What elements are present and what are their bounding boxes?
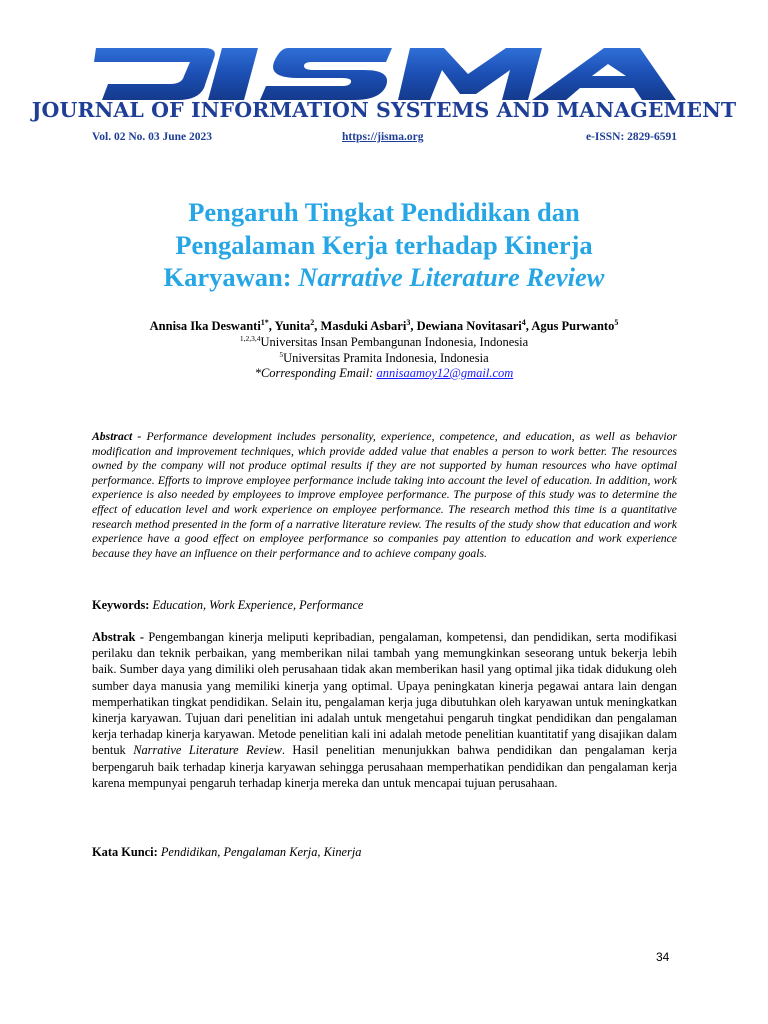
keywords-label: Keywords:: [92, 598, 153, 612]
title-line-2: Pengalaman Kerja terhadap Kinerja: [175, 229, 593, 260]
title-line-3-italic: Narrative Literature Review: [298, 262, 605, 292]
title-line-3-plain: Karyawan:: [163, 262, 299, 292]
kata-kunci-text: Pendidikan, Pengalaman Kerja, Kinerja: [160, 845, 362, 859]
journal-name: JOURNAL OF INFORMATION SYSTEMS AND MANAGEMENT: [31, 98, 737, 122]
affiliation-1: $^{1,2,3,4}$Universitas Insan Pembangunan Indonesia, Indonesia: [239, 334, 529, 350]
issn-info: e-ISSN: 2829-6591: [585, 131, 677, 143]
author: Agus Purwanto$^5$: [531, 318, 619, 334]
kata-kunci-label: Kata Kunci:: [92, 845, 161, 859]
email-link[interactable]: annisaamoy12@gmail.com: [376, 366, 514, 380]
title-line-1: Pengaruh Tingkat Pendidikan dan: [188, 197, 580, 227]
abstract-english: [92, 430, 677, 561]
author: Masduki Asbari$^3$,: [320, 318, 417, 334]
issue-meta-row: [92, 131, 677, 147]
page-number: 34: [656, 950, 670, 964]
volume-info: Vol. 02 No. 03 June 2023: [92, 131, 213, 143]
author-list: [0, 318, 768, 334]
corresponding-email: *Corresponding Email: annisaamoy12@gmail.com: [254, 366, 514, 380]
author: Dewiana Novitasari$^4$,: [416, 318, 532, 334]
journal-url-link[interactable]: https://jisma.org: [342, 131, 424, 143]
affiliation-2: $^5$Universitas Pramita Indonesia, Indonesia: [279, 350, 489, 366]
keywords-english: [92, 598, 677, 613]
title-line-3: [60, 261, 708, 294]
abstract-label: Abstract -: [92, 430, 147, 443]
keywords-indonesian: [92, 845, 677, 860]
abstract-indonesian: Abstrak - Pengembangan kinerja meliputi kepribadian, pengalaman, kompetensi, dan pendidikan, serta modifikasi perilaku dan teknik perbaikan, yang memberikan nilai tambah yang memungkinkan seseorang untuk bekerja lebih baik. Sumber daya yang dimiliki oleh perusahaan tidak akan memberikan hasil yang optimal jika tidak didukung oleh sumber daya manusia yang memiliki kinerja yang optimal. Upaya peningkatan kinerja pegawai antara lain dengan memperhatikan tingkat pendidikan. Selain itu, pengalaman kerja juga dibutuhkan oleh karyawan untuk meningkatkan kinerja karyawan. Tujuan dari penelitian ini adalah untuk mengetahui pengaruh tingkat pendidikan dan pengalaman kerja terhadap kinerja karyawan. Metode penelitian kali ini adalah metode penelitian kuantitatif yang disajikan dalam bentuk Narrative Literature Review. Hasil penelitian menunjukkan bahwa pendidikan dan pengalaman kerja berpengaruh baik terhadap kinerja karyawan sehingga perusahaan memperhatikan pendidikan dan pengalaman kerja karena mempunyai pengaruh terhadap kinerja mereka dan untuk mencapai tujuan perusahaan.: [92, 630, 677, 790]
article-title: [60, 196, 708, 294]
author: Yunita$^2$,: [274, 318, 321, 334]
keywords-text: Education, Work Experience, Performance: [152, 598, 364, 612]
jisma-logo: [92, 40, 677, 104]
abstrak-label: Abstrak -: [92, 630, 149, 644]
abstract-text: Performance development includes personality, experience, competence, and education, as well as behavior modification and improvement techniques, which provide added value that enables a person to work better. The resources owned by the company will not produce optimal results if they are not supported by human resources who have optimal performance. Efforts to improve employee performance include taking into account the level of education. In addition, work experience is also needed by employees to improve employee performance. The purpose of this study was to determine the effect of education level and work experience on employee performance. The research method this time is a quantitative research method presented in the form of a narrative literature review. The results of the study show that education and work experience have a good effect on employee performance so companies pay attention to education and work experience because they have an influence on their performance and to achieve company goals.: [92, 430, 677, 560]
author: Annisa Ika Deswanti$^{1*}$,: [149, 318, 275, 334]
